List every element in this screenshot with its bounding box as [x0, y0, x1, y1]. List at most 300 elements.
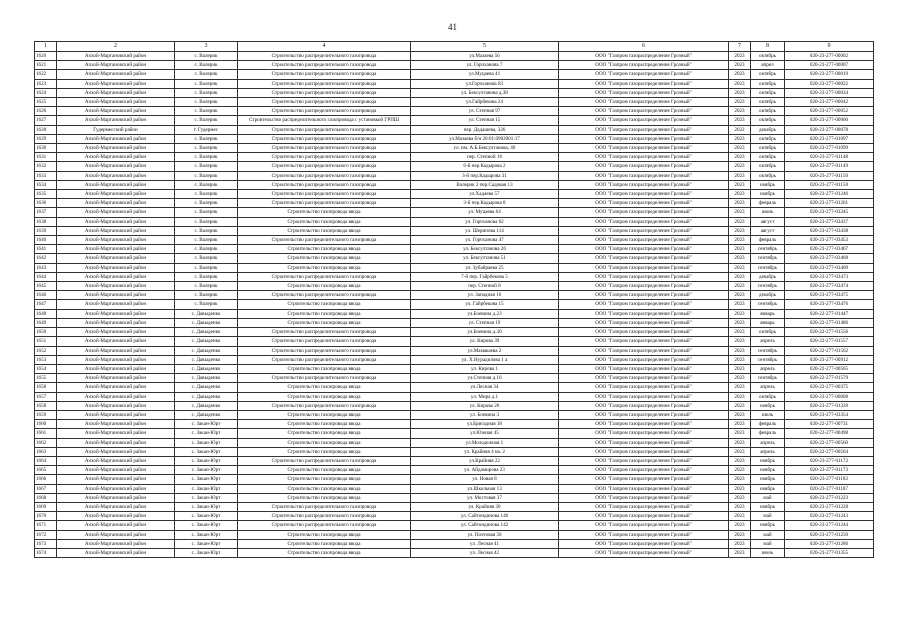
cell-organization: ООО "Газпром газораспределение Грозный"	[559, 236, 729, 245]
cell-address: ул. Степная 19	[411, 318, 559, 327]
column-header: 9	[785, 42, 874, 52]
cell-organization: ООО "Газпром газораспределение Грозный"	[559, 190, 729, 199]
cell-organization: ООО "Газпром газораспределение Грозный"	[559, 374, 729, 383]
cell-address: ул.Хадаева 57	[411, 190, 559, 199]
table-row	[35, 364, 874, 373]
cell-address: пер. Степной 16	[411, 153, 559, 162]
table-row	[35, 245, 874, 254]
cell-district: Ачхой-Мартановский район	[57, 70, 175, 79]
cell-month: ноябрь	[751, 466, 785, 475]
cell-settlement: г. Гудермес	[175, 125, 238, 134]
cell-organization: ООО "Газпром газораспределение Грозный"	[559, 144, 729, 153]
cell-month: октябрь	[751, 171, 785, 180]
cell-work-type: Строительство газопровода ввода	[238, 226, 411, 235]
cell-request-id: 020-23-277-01244	[785, 521, 874, 530]
cell-organization: ООО "Газпром газораспределение Грозный"	[559, 328, 729, 337]
cell-work-type: Строительство газопровода ввода	[238, 429, 411, 438]
cell-year: 2023	[729, 337, 751, 346]
cell-request-id: 020-23-277-03475	[785, 291, 874, 300]
table-row	[35, 502, 874, 511]
cell-settlement: с. Валерик	[175, 180, 238, 189]
cell-district: Ачхой-Мартановский район	[57, 107, 175, 116]
cell-address: ул.Муцаева 41	[411, 70, 559, 79]
cell-address: ул. Мира д.1	[411, 392, 559, 401]
cell-number: 1670	[35, 512, 57, 521]
cell-number: 1627	[35, 116, 57, 125]
table-row	[35, 548, 874, 557]
cell-number: 1645	[35, 282, 57, 291]
cell-organization: ООО "Газпром газораспределение Грозный"	[559, 493, 729, 502]
cell-number: 1668	[35, 493, 57, 502]
cell-request-id: 020-23-277-01228	[785, 502, 874, 511]
cell-year: 2023	[729, 530, 751, 539]
cell-settlement: с. Валерик	[175, 61, 238, 70]
cell-address: ул. Х.Нурадилова 1 а	[411, 355, 559, 364]
cell-district: Ачхой-Мартановский район	[57, 180, 175, 189]
cell-district: Ачхой-Мартановский район	[57, 355, 175, 364]
cell-work-type: Строительство газопровода ввода	[238, 493, 411, 502]
cell-month: сентябрь	[751, 254, 785, 263]
cell-organization: ООО "Газпром газораспределение Грозный"	[559, 466, 729, 475]
cell-number: 1620	[35, 52, 57, 61]
cell-year: 2023	[729, 217, 751, 226]
cell-month: февраль	[751, 420, 785, 429]
table-row	[35, 374, 874, 383]
cell-organization: ООО "Газпром газораспределение Грозный"	[559, 125, 729, 134]
cell-settlement: с. Закан-Юрт	[175, 447, 238, 456]
table-row	[35, 530, 874, 539]
cell-organization: ООО "Газпром газораспределение Грозный"	[559, 134, 729, 143]
cell-work-type: Строительство распределительного газопровода	[238, 98, 411, 107]
cell-settlement: с. Валерик	[175, 144, 238, 153]
cell-number: 1655	[35, 374, 57, 383]
cell-address: ул. Горчханова 47	[411, 236, 559, 245]
cell-number: 1661	[35, 429, 57, 438]
cell-month: октябрь	[751, 52, 785, 61]
table-row	[35, 475, 874, 484]
cell-request-id: 020-23-277-03469	[785, 263, 874, 272]
cell-year: 2023	[729, 420, 751, 429]
cell-month: июнь	[751, 548, 785, 557]
cell-month: ноябрь	[751, 190, 785, 199]
cell-month: апрел	[751, 61, 785, 70]
cell-year: 2023	[729, 374, 751, 383]
cell-request-id: 020-23-277-03437	[785, 217, 874, 226]
table-row	[35, 512, 874, 521]
cell-organization: ООО "Газпром газораспределение Грозный"	[559, 208, 729, 217]
cell-month: июль	[751, 410, 785, 419]
table-row	[35, 199, 874, 208]
cell-district: Ачхой-Мартановский район	[57, 374, 175, 383]
cell-number: 1642	[35, 254, 57, 263]
cell-settlement: с. Валерик	[175, 282, 238, 291]
cell-settlement: с. Закан-Юрт	[175, 466, 238, 475]
cell-district: Ачхой-Мартановский район	[57, 530, 175, 539]
cell-address: ул.Горчханова 83	[411, 79, 559, 88]
cell-work-type: Строительство распределительного газопровода	[238, 355, 411, 364]
cell-request-id: 020-23-277-01182	[785, 475, 874, 484]
cell-address: пер. Дадашева, 326	[411, 125, 559, 134]
cell-year: 2023	[729, 401, 751, 410]
cell-request-id: 020-23-277-01246	[785, 190, 874, 199]
cell-settlement: с. Валерик	[175, 208, 238, 217]
column-header: 8	[751, 42, 785, 52]
cell-organization: ООО "Газпром газораспределение Грозный"	[559, 70, 729, 79]
cell-district: Ачхой-Мартановский район	[57, 52, 175, 61]
cell-request-id: 020-23-277-01355	[785, 548, 874, 557]
cell-district: Ачхой-Мартановский район	[57, 410, 175, 419]
cell-settlement: с. Валерик	[175, 79, 238, 88]
cell-organization: ООО "Газпром газораспределение Грозный"	[559, 107, 729, 116]
cell-organization: ООО "Газпром газораспределение Грозный"	[559, 456, 729, 465]
cell-address: ул. Лесная 41	[411, 539, 559, 548]
cell-address: ул.Лесная 34	[411, 383, 559, 392]
cell-district: Ачхой-Мартановский район	[57, 392, 175, 401]
table-row	[35, 107, 874, 116]
cell-work-type: Строительство распределительного газопровода	[238, 190, 411, 199]
table-row	[35, 125, 874, 134]
cell-number: 1647	[35, 300, 57, 309]
cell-month: апрель	[751, 383, 785, 392]
cell-district: Ачхой-Мартановский район	[57, 521, 175, 530]
cell-settlement: с. Закан-Юрт	[175, 539, 238, 548]
cell-district: Ачхой-Мартановский район	[57, 364, 175, 373]
cell-year: 2023	[729, 144, 751, 153]
cell-address: ул.Крайняя 22	[411, 456, 559, 465]
cell-number: 1639	[35, 226, 57, 235]
cell-address: ул.Школьная 13	[411, 484, 559, 493]
table-row	[35, 282, 874, 291]
cell-work-type: Строительство распределительного газопровода	[238, 374, 411, 383]
cell-work-type: Строительство газопровода ввода	[238, 208, 411, 217]
cell-month: апрель	[751, 364, 785, 373]
cell-organization: ООО "Газпром газораспределение Грозный"	[559, 420, 729, 429]
cell-number: 1669	[35, 502, 57, 511]
cell-month: ноябрь	[751, 521, 785, 530]
cell-request-id: 020-22-277-00565	[785, 364, 874, 373]
cell-district: Ачхой-Мартановский район	[57, 79, 175, 88]
cell-request-id: 020-22-277-00498	[785, 429, 874, 438]
cell-organization: ООО "Газпром газораспределение Грозный"	[559, 383, 729, 392]
cell-request-id: 020-23-277-01261	[785, 199, 874, 208]
table-row	[35, 180, 874, 189]
cell-organization: ООО "Газпром газораспределение Грозный"	[559, 484, 729, 493]
cell-year: 2023	[729, 70, 751, 79]
cell-work-type: Строительство газопровода ввода	[238, 530, 411, 539]
cell-request-id: 020-22-277-01562	[785, 346, 874, 355]
cell-month: май	[751, 539, 785, 548]
cell-district: Ачхой-Мартановский район	[57, 447, 175, 456]
cell-number: 1624	[35, 88, 57, 97]
cell-number: 1643	[35, 263, 57, 272]
cell-year: 2023	[729, 254, 751, 263]
column-header: 2	[57, 42, 175, 52]
cell-year: 2023	[729, 355, 751, 364]
cell-month: ноябрь	[751, 180, 785, 189]
cell-month: ноябрь	[751, 401, 785, 410]
cell-request-id: 020-23-277-03453	[785, 236, 874, 245]
cell-address: ул. Крайняя 4 кв. 2	[411, 447, 559, 456]
table-row	[35, 383, 874, 392]
cell-request-id: 020-23-277-00078	[785, 125, 874, 134]
cell-work-type: Строительство распределительного газопровода	[238, 162, 411, 171]
cell-work-type: Строительство газопровода ввода	[238, 484, 411, 493]
register-table	[34, 41, 874, 558]
cell-work-type: Строительство распределительного газопровода	[238, 456, 411, 465]
cell-request-id: 020-23-277-03476	[785, 300, 874, 309]
cell-address: ул. им. А.Б.Бексултанова, 40	[411, 144, 559, 153]
cell-request-id: 020-22-277-01486	[785, 318, 874, 327]
cell-work-type: Строительство газопровода ввода	[238, 300, 411, 309]
cell-district: Ачхой-Мартановский район	[57, 309, 175, 318]
cell-settlement: с. Давыденко	[175, 383, 238, 392]
table-row	[35, 355, 874, 364]
table-row	[35, 52, 874, 61]
cell-settlement: с. Валерик	[175, 236, 238, 245]
cell-settlement: с. Закан-Юрт	[175, 429, 238, 438]
cell-number: 1631	[35, 153, 57, 162]
cell-number: 1644	[35, 272, 57, 281]
cell-address: ул. Бексултанова 51	[411, 254, 559, 263]
cell-number: 1656	[35, 383, 57, 392]
table-row	[35, 447, 874, 456]
cell-month: октябрь	[751, 153, 785, 162]
table-row	[35, 236, 874, 245]
cell-month: сентябрь	[751, 355, 785, 364]
column-header: 7	[729, 42, 751, 52]
cell-address: ул.Южная 45	[411, 429, 559, 438]
cell-work-type: Строительство распределительного газопровода	[238, 180, 411, 189]
cell-request-id: 020-23-277-01250	[785, 530, 874, 539]
cell-settlement: с. Давыденко	[175, 410, 238, 419]
cell-address: Валерик 2 пер.Садовая 13	[411, 180, 559, 189]
table-row	[35, 162, 874, 171]
cell-request-id: 020-23-277-00912	[785, 355, 874, 364]
cell-year: 2023	[729, 245, 751, 254]
cell-month: сентябрь	[751, 374, 785, 383]
cell-address: ул. Горчханова 7	[411, 61, 559, 70]
table-row	[35, 300, 874, 309]
cell-year: 2023	[729, 383, 751, 392]
cell-year: 2023	[729, 346, 751, 355]
cell-organization: ООО "Газпром газораспределение Грозный"	[559, 502, 729, 511]
cell-settlement: с. Валерик	[175, 272, 238, 281]
cell-address: ул. Кирова 26	[411, 401, 559, 410]
cell-month: август	[751, 217, 785, 226]
cell-address: ул. Кирова 39	[411, 337, 559, 346]
column-header: 3	[175, 42, 238, 52]
cell-year: 2023	[729, 438, 751, 447]
cell-district: Ачхой-Мартановский район	[57, 548, 175, 557]
cell-address: ул. Бексултанова д.38	[411, 88, 559, 97]
cell-work-type: Строительство газопровода ввода	[238, 392, 411, 401]
cell-organization: ООО "Газпром газораспределение Грозный"	[559, 364, 729, 373]
cell-district: Ачхой-Мартановский район	[57, 98, 175, 107]
cell-district: Ачхой-Мартановский район	[57, 337, 175, 346]
cell-month: февраль	[751, 236, 785, 245]
cell-request-id: 020-23-277-03474	[785, 282, 874, 291]
cell-month: октябрь	[751, 70, 785, 79]
cell-organization: ООО "Газпром газораспределение Грозный"	[559, 291, 729, 300]
cell-address: 3-й пер.Кадырова 8	[411, 199, 559, 208]
cell-request-id: 020-23-277-01173	[785, 466, 874, 475]
cell-work-type: Строительство газопровода ввода	[238, 475, 411, 484]
cell-year: 2023	[729, 134, 751, 143]
cell-address: ул. Почтовая 58	[411, 530, 559, 539]
table-body	[35, 52, 874, 558]
cell-district: Ачхой-Мартановский район	[57, 245, 175, 254]
cell-month: май	[751, 530, 785, 539]
cell-organization: ООО "Газпром газораспределение Грозный"	[559, 88, 729, 97]
cell-district: Ачхой-Мартановский район	[57, 420, 175, 429]
cell-year: 2023	[729, 98, 751, 107]
cell-request-id: 020-23-277-01187	[785, 484, 874, 493]
cell-address: ул. Боевина 3	[411, 410, 559, 419]
cell-district: Ачхой-Мартановский район	[57, 438, 175, 447]
cell-district: Ачхой-Мартановский район	[57, 466, 175, 475]
cell-number: 1651	[35, 337, 57, 346]
cell-number: 1653	[35, 355, 57, 364]
cell-number: 1634	[35, 180, 57, 189]
cell-settlement: с. Закан-Юрт	[175, 420, 238, 429]
cell-number: 1666	[35, 475, 57, 484]
cell-year: 2023	[729, 116, 751, 125]
cell-month: октябрь	[751, 116, 785, 125]
cell-organization: ООО "Газпром газораспределение Грозный"	[559, 539, 729, 548]
cell-month: октябрь	[751, 144, 785, 153]
cell-work-type: Строительство распределительного газопровода	[238, 52, 411, 61]
cell-settlement: с. Валерик	[175, 300, 238, 309]
cell-year: 2023	[729, 282, 751, 291]
cell-district: Ачхой-Мартановский район	[57, 429, 175, 438]
cell-address: 6-й пер.Кадырова 2	[411, 162, 559, 171]
cell-month: декабрь	[751, 272, 785, 281]
cell-work-type: Строительство газопровода ввода	[238, 539, 411, 548]
cell-year: 2023	[729, 171, 751, 180]
cell-address: ул. Западная 16	[411, 291, 559, 300]
column-header: 5	[411, 42, 559, 52]
cell-settlement: с. Валерик	[175, 226, 238, 235]
table-row	[35, 493, 874, 502]
cell-month: январь	[751, 309, 785, 318]
cell-work-type: Строительство газопровода ввода	[238, 410, 411, 419]
cell-number: 1652	[35, 346, 57, 355]
cell-request-id: 020-23-277-00008	[785, 392, 874, 401]
cell-month: июнь	[751, 208, 785, 217]
header-row	[35, 42, 874, 52]
cell-organization: ООО "Газпром газораспределение Грозный"	[559, 521, 729, 530]
table-row	[35, 208, 874, 217]
cell-number: 1628	[35, 125, 57, 134]
cell-request-id: 020-23-277-00019	[785, 70, 874, 79]
cell-number: 1622	[35, 70, 57, 79]
cell-year: 2023	[729, 456, 751, 465]
table-row	[35, 171, 874, 180]
cell-district: Ачхой-Мартановский район	[57, 162, 175, 171]
cell-number: 1623	[35, 79, 57, 88]
cell-district: Ачхой-Мартановский район	[57, 61, 175, 70]
cell-year: 2023	[729, 364, 751, 373]
cell-month: ноябрь	[751, 456, 785, 465]
cell-address: ул.Бригадная 18	[411, 420, 559, 429]
cell-request-id: 020-23-277-00002	[785, 52, 874, 61]
cell-year: 2023	[729, 272, 751, 281]
cell-settlement: с. Валерик	[175, 116, 238, 125]
cell-request-id: 020-23-277-01158	[785, 180, 874, 189]
cell-organization: ООО "Газпром газораспределение Грозный"	[559, 153, 729, 162]
table-row	[35, 521, 874, 530]
table-row	[35, 392, 874, 401]
cell-district: Ачхой-Мартановский район	[57, 217, 175, 226]
cell-address: ул.Гайрбекова 24	[411, 98, 559, 107]
cell-number: 1665	[35, 466, 57, 475]
cell-number: 1637	[35, 208, 57, 217]
cell-work-type: Строительство газопровода ввода	[238, 245, 411, 254]
cell-district: Ачхой-Мартановский район	[57, 539, 175, 548]
cell-address: ул.Степная д.16	[411, 374, 559, 383]
cell-request-id: 020-23-277-01339	[785, 401, 874, 410]
cell-month: апрель	[751, 337, 785, 346]
cell-settlement: с. Давыденко	[175, 374, 238, 383]
cell-year: 2023	[729, 153, 751, 162]
table-row	[35, 79, 874, 88]
table-row	[35, 217, 874, 226]
cell-number: 1658	[35, 401, 57, 410]
table-row	[35, 98, 874, 107]
cell-year: 2022	[729, 125, 751, 134]
cell-organization: ООО "Газпром газораспределение Грозный"	[559, 282, 729, 291]
cell-year: 2023	[729, 548, 751, 557]
column-header: 4	[238, 42, 411, 52]
cell-year: 2023	[729, 410, 751, 419]
cell-settlement: с. Валерик	[175, 107, 238, 116]
cell-settlement: с. Давыденко	[175, 364, 238, 373]
cell-address: ул.Мазаева б/н 20:01:0902001:17	[411, 134, 559, 143]
cell-month: ноябрь	[751, 484, 785, 493]
cell-work-type: Строительство газопровода ввода	[238, 318, 411, 327]
cell-request-id: 020-23-277-00007	[785, 61, 874, 70]
cell-work-type: Строительство распределительного газопровода	[238, 236, 411, 245]
cell-district: Ачхой-Мартановский район	[57, 199, 175, 208]
cell-address: ул. Айдамирова 23	[411, 466, 559, 475]
cell-request-id: 020-22-277-00375	[785, 383, 874, 392]
cell-settlement: с. Закан-Юрт	[175, 530, 238, 539]
cell-organization: ООО "Газпром газораспределение Грозный"	[559, 410, 729, 419]
cell-month: сентябрь	[751, 263, 785, 272]
cell-district: Ачхой-Мартановский район	[57, 263, 175, 272]
cell-district: Ачхой-Мартановский район	[57, 475, 175, 484]
cell-number: 1667	[35, 484, 57, 493]
cell-request-id: 020-23-277-01286	[785, 539, 874, 548]
cell-address: ул. Бексултанова 26	[411, 245, 559, 254]
cell-settlement: с. Закан-Юрт	[175, 475, 238, 484]
table-row	[35, 337, 874, 346]
cell-month: октябрь	[751, 107, 785, 116]
cell-year: 2023	[729, 61, 751, 70]
cell-settlement: с. Валерик	[175, 88, 238, 97]
cell-request-id: 020-23-277-03345	[785, 208, 874, 217]
cell-settlement: с. Давыденко	[175, 328, 238, 337]
cell-organization: ООО "Газпром газораспределение Грозный"	[559, 272, 729, 281]
table-row	[35, 263, 874, 272]
cell-month: ноябрь	[751, 475, 785, 484]
cell-number: 1654	[35, 364, 57, 373]
cell-work-type: Строительство газопровода ввода	[238, 548, 411, 557]
cell-number: 1659	[35, 410, 57, 419]
cell-settlement: с. Валерик	[175, 162, 238, 171]
cell-request-id: 020-23-277-00022	[785, 79, 874, 88]
cell-address: ул.Мазаева 56	[411, 52, 559, 61]
